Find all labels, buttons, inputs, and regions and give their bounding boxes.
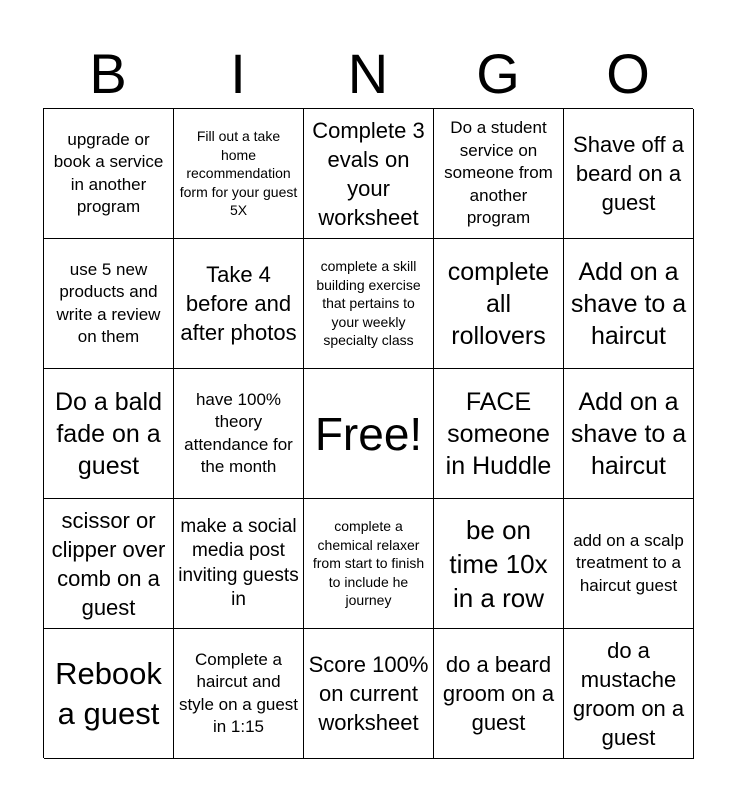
bingo-cell[interactable] (44, 369, 174, 499)
bingo-cell[interactable] (174, 499, 304, 629)
cell-text: Take 4 before and after photos (180, 262, 297, 345)
cell-text: add on a scalp treatment to a haircut guest (573, 530, 684, 595)
bingo-cell[interactable] (564, 239, 694, 369)
cell-text: Score 100% on current worksheet (308, 652, 429, 735)
cell-text: Add on a shave to a haircut (570, 257, 687, 350)
bingo-cell[interactable] (434, 369, 564, 499)
cell-text: have 100% theory attendance for the month (184, 389, 293, 476)
bingo-cell[interactable] (44, 499, 174, 629)
header-letter-b: B (89, 42, 127, 105)
bingo-cell[interactable] (304, 499, 434, 629)
cell-text: use 5 new products and write a review on them (56, 259, 161, 346)
bingo-cell[interactable] (564, 369, 694, 499)
bingo-header (43, 40, 693, 108)
header-letter-o: O (606, 42, 650, 105)
cell-text: do a beard groom on a guest (442, 652, 555, 735)
header-letter-n: N (347, 42, 389, 105)
cell-text: Do a student service on someone from another program (444, 118, 553, 228)
bingo-cell[interactable] (304, 629, 434, 759)
bingo-cell[interactable] (44, 629, 174, 759)
bingo-cell[interactable] (304, 239, 434, 369)
cell-text: Complete a haircut and style on a guest in 1:15 (178, 649, 299, 736)
bingo-cell[interactable] (44, 109, 174, 239)
bingo-cell[interactable] (434, 499, 564, 629)
bingo-cell[interactable] (174, 369, 304, 499)
bingo-cell[interactable] (304, 109, 434, 239)
cell-text: be on time 10x in a row (449, 514, 548, 613)
cell-text: Do a bald fade on a guest (54, 387, 163, 480)
bingo-cell[interactable] (174, 239, 304, 369)
cell-text: Free! (314, 407, 423, 460)
cell-text: Add on a shave to a haircut (570, 387, 687, 480)
bingo-cell[interactable] (174, 629, 304, 759)
cell-text: FACE someone in Huddle (445, 387, 552, 480)
header-letter-i: I (230, 42, 246, 105)
bingo-cell[interactable] (44, 239, 174, 369)
bingo-cell[interactable] (434, 239, 564, 369)
cell-text: upgrade or book a service in another program (53, 129, 164, 216)
bingo-cell[interactable] (434, 629, 564, 759)
bingo-cell[interactable] (174, 109, 304, 239)
cell-text: Rebook a guest (55, 655, 162, 731)
cell-text: Fill out a take home recommendation form for your guest 5X (179, 128, 298, 219)
free-space[interactable] (304, 369, 434, 499)
cell-text: complete a chemical relaxer from start to finish to include he journey (312, 518, 425, 609)
header-letter-g: G (476, 42, 520, 105)
cell-text: complete a skill building exercise that pertains to your weekly specialty class (316, 258, 421, 349)
cell-text: Complete 3 evals on your worksheet (312, 117, 425, 230)
bingo-grid (43, 108, 693, 758)
cell-text: complete all rollovers (447, 257, 550, 350)
cell-text: scissor or clipper over comb on a guest (51, 507, 166, 620)
cell-text: make a social media post inviting guests in (178, 515, 299, 610)
cell-text: Shave off a beard on a guest (573, 132, 684, 215)
cell-text: do a mustache groom on a guest (572, 637, 685, 750)
bingo-cell[interactable] (564, 109, 694, 239)
bingo-cell[interactable] (564, 629, 694, 759)
bingo-cell[interactable] (434, 109, 564, 239)
bingo-cell[interactable] (564, 499, 694, 629)
